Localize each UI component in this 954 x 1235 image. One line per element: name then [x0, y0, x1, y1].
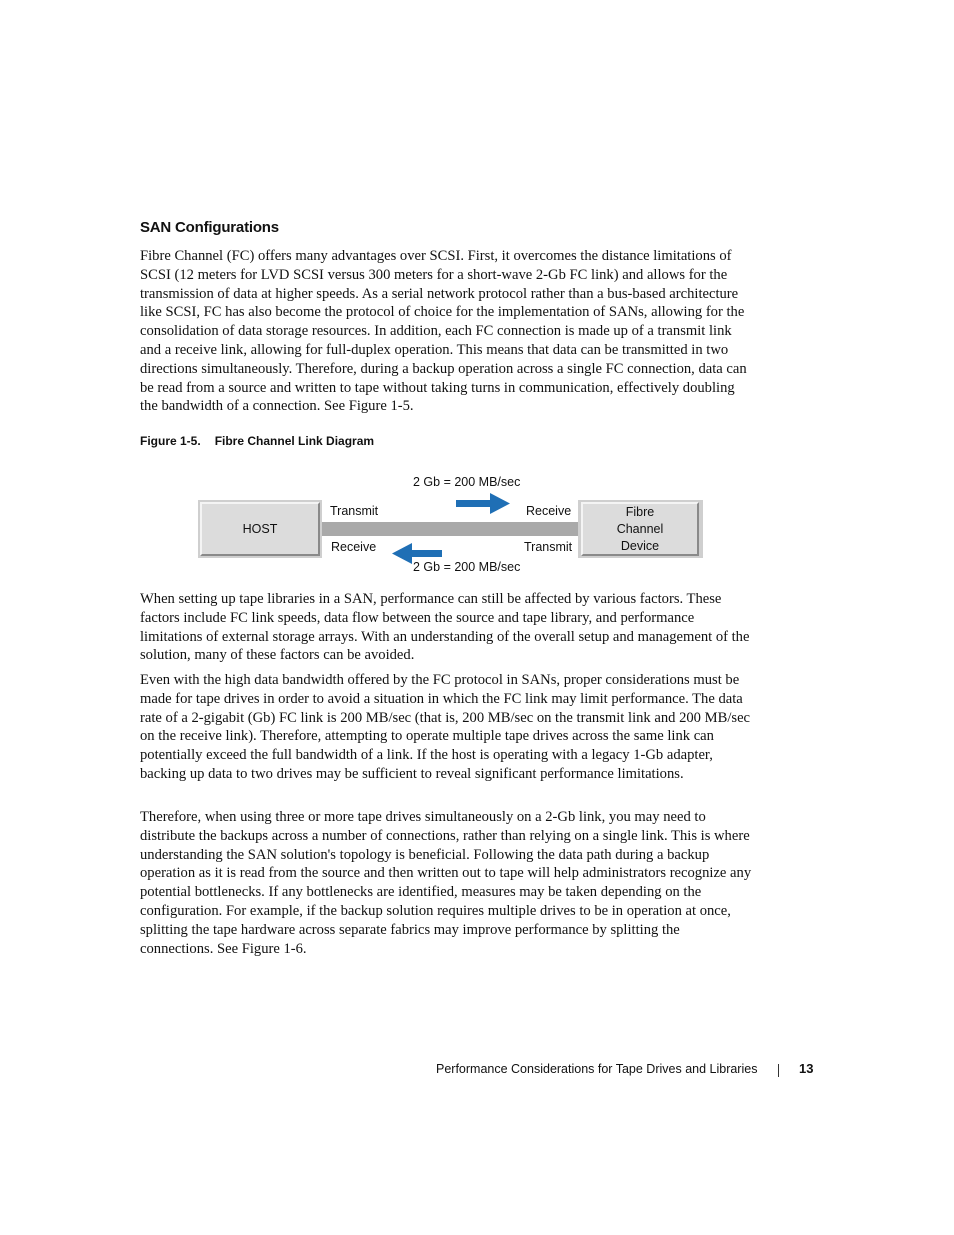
host-label: HOST	[200, 502, 320, 556]
paragraph-distribute-backups: Therefore, when using three or more tape drives simultaneously on a 2-Gb link, you may need to distribute the backups across a number of connections, rather than relying on a single link. This is where understanding the SAN solution's topology is beneficial. Following the data path during a backup operation as it is read from the source and then written out to tape will help administrators recognize any potential bottlenecks. If any bottlenecks are identified, measures may be taken depending on the configuration. For example, if the backup solution requires multiple drives to be in operation at once, splitting the tape hardware across separate fabrics may improve performance by splitting the connections. See Figure 1-6.	[140, 809, 752, 957]
figure-title: Fibre Channel Link Diagram	[214, 434, 375, 448]
paragraph-tape-library-factors: When setting up tape libraries in a SAN, performance can still be affected by various factors. These factors include FC link speeds, data flow between the source and tape library, and performance limitations of external storage arrays. With an understanding of the overall setup and management of the solution, many of these factors can be avoided.	[140, 591, 750, 664]
fibre-channel-device-label: Fibre Channel Device	[581, 502, 699, 556]
page-number: 13	[799, 1061, 814, 1076]
fc-link-bar	[322, 522, 578, 536]
footer-title: Performance Considerations for Tape Drives and Libraries	[436, 1062, 758, 1076]
paragraph-fc-advantages: Fibre Channel (FC) offers many advantages over SCSI. First, it overcomes the distance limitations of SCSI (12 meters for LVD SCSI versus 300 meters for a short-wave 2-Gb FC link) and allows for the transmission of data at higher speeds. As a serial network protocol rather than a bus-based architecture like SCSI, FC has also become the protocol of choice for the implementation of SANs, allowing for the consolidation of data storage resources. In addition, each FC connection is made up of a transmit link and a receive link, allowing for full-duplex operation. This means that data can be transmitted in two directions simultaneously. Therefore, during a backup operation across a single FC connection, data can be read from a source and written to tape without taking turns in communication, effectively doubling the bandwidth of a connection. See Figure 1-5.	[140, 248, 747, 415]
figure-number: Figure 1-5.	[140, 434, 201, 448]
transmit-rate-label: 2 Gb = 200 MB/sec	[413, 475, 521, 489]
device-receive-label: Receive	[526, 504, 572, 518]
host-transmit-label: Transmit	[330, 504, 379, 518]
host-receive-label: Receive	[331, 540, 377, 554]
arrow-right-icon	[456, 491, 512, 517]
footer-divider	[778, 1064, 779, 1077]
device-transmit-label: Transmit	[524, 540, 573, 554]
receive-rate-label: 2 Gb = 200 MB/sec	[413, 560, 521, 574]
paragraph-link-bandwidth: Even with the high data bandwidth offered by the FC protocol in SANs, proper considerations must be made for tape drives in order to avoid a situation in which the FC link may limit performance. The data rate of a 2-gigabit (Gb) FC link is 200 MB/sec (that is, 200 MB/sec on the transmit link and 200 MB/sec on the receive link). Therefore, attempting to operate multiple tape drives across the same link can potentially exceed the full bandwidth of a link. If the host is operating with a legacy 1-Gb adapter, backing up data to two drives may be sufficient to reveal significant performance limitations.	[140, 672, 751, 782]
fibre-channel-device-box	[578, 500, 703, 558]
host-box	[198, 500, 322, 558]
figure-caption	[140, 434, 374, 448]
section-heading: SAN Configurations	[140, 219, 279, 236]
